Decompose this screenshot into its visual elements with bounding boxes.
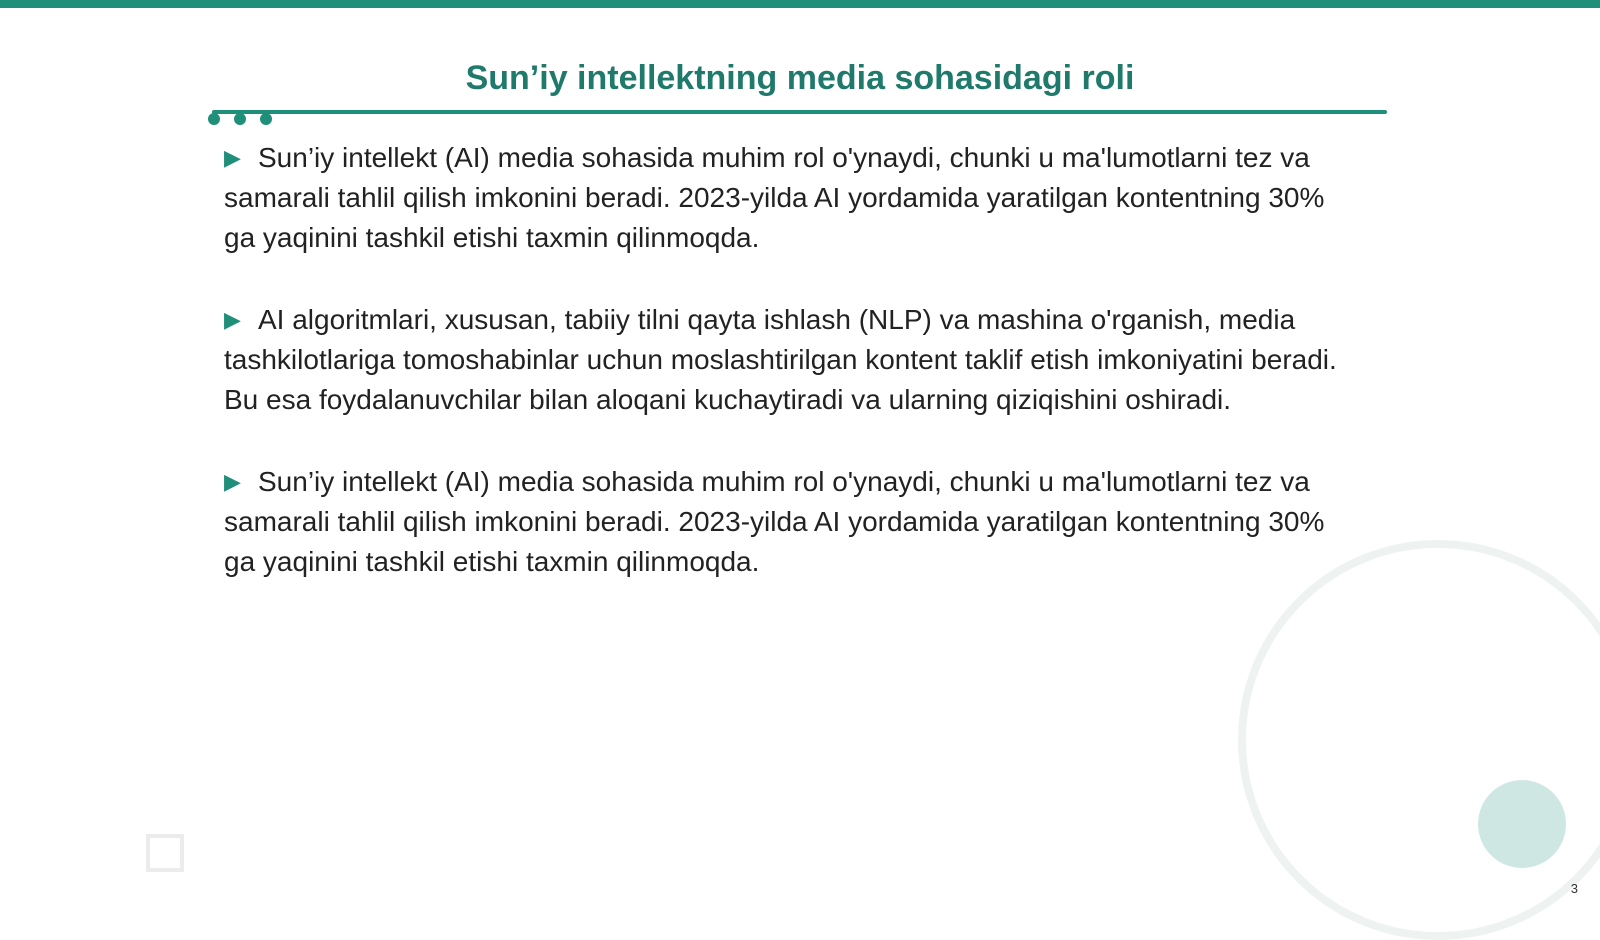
bullet-paragraph-3 xyxy=(224,462,1344,582)
paragraph-text: AI algoritmlari, xususan, tabiiy tilni qayta ishlash (NLP) va mashina o'rganish, media tashkilotlariga tomoshabinlar uchun moslashtirilgan kontent taklif etish imkoniyatini beradi. Bu esa foydalanuvchilar bilan aloqani kuchaytiradi va ularning qiziqishini oshiradi. xyxy=(224,304,1337,415)
paragraph-text: Sun’iy intellekt (AI) media sohasida muhim rol o'ynaydi, chunki u ma'lumotlarni tez va samarali tahlil qilish imkonini beradi. 2023-yilda AI yordamida yaratilgan kontentning 30% ga yaqinini tashkil etishi taxmin qilinmoqda. xyxy=(224,466,1325,577)
triangle-bullet-icon: ▶ xyxy=(224,307,241,332)
triangle-bullet-icon: ▶ xyxy=(224,469,241,494)
dot-decoration xyxy=(260,113,272,125)
triangle-bullet-icon: ▶ xyxy=(224,145,241,170)
bullet-paragraph-2 xyxy=(224,300,1344,420)
title-underline xyxy=(212,110,1387,114)
top-accent-bar xyxy=(0,0,1600,8)
slide-title: Sun’iy intellektning media sohasidagi roli xyxy=(465,59,1135,97)
page-number: 3 xyxy=(1570,881,1578,896)
square-outline-decoration xyxy=(146,834,184,872)
dot-decoration xyxy=(234,113,246,125)
paragraph-text: Sun’iy intellekt (AI) media sohasida muhim rol o'ynaydi, chunki u ma'lumotlarni tez va samarali tahlil qilish imkonini beradi. 2023-yilda AI yordamida yaratilgan kontentning 30% ga yaqinini tashkil etishi taxmin qilinmoqda. xyxy=(224,142,1325,253)
circle-fill-decoration xyxy=(1478,780,1566,868)
dot-decoration xyxy=(208,113,220,125)
title-dots-decoration xyxy=(208,113,288,127)
bullet-paragraph-1 xyxy=(224,138,1344,258)
slide-body xyxy=(224,138,1344,624)
